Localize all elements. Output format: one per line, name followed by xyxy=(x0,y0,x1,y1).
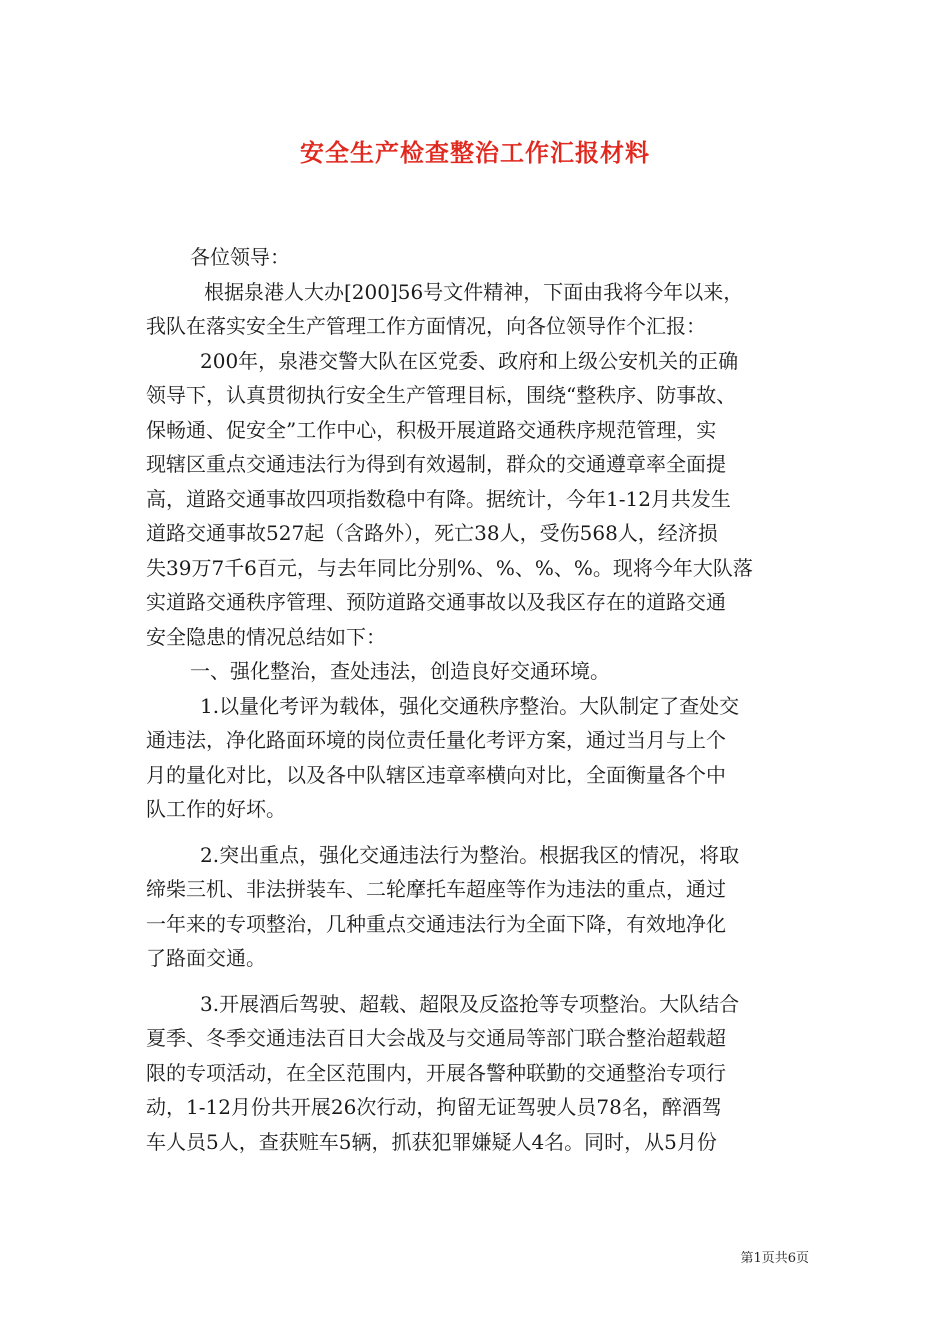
text-line: 安全隐患的情况总结如下： xyxy=(146,624,386,649)
text-line: 月的量化对比，以及各中队辖区违章率横向对比，全面衡量各个中 xyxy=(146,762,726,787)
text-line: 动，1-12月份共开展26次行动，拘留无证驾驶人员78名，醉酒驾 xyxy=(146,1095,722,1119)
text-line: 通违法，净化路面环境的岗位责任量化考评方案，通过当月与上个 xyxy=(146,728,726,752)
section-heading: 一、强化整治，查处违法，创造良好交通环境。 xyxy=(190,659,610,683)
document-body xyxy=(146,240,808,1159)
text-line: 现辖区重点交通违法行为得到有效遏制，群众的交通遵章率全面提 xyxy=(146,452,726,476)
text-line: 各位领导： xyxy=(190,245,290,269)
text-line: 高，道路交通事故四项指数稳中有降。据统计，今年1-12月共发生 xyxy=(146,486,731,511)
text-line: 实道路交通秩序管理、预防道路交通事故以及我区存在的道路交通 xyxy=(146,590,726,614)
text-line: 限的专项活动，在全区范围内，开展各警种联勤的交通整治专项行 xyxy=(146,1060,726,1085)
text-line: 夏季、冬季交通违法百日大会战及与交通局等部门联合整治超载超 xyxy=(146,1026,726,1050)
page-indicator: 第1页共6页 xyxy=(740,1251,809,1266)
text-line: 失39万7千6百元，与去年同比分别%、%、%、%。现将今年大队落 xyxy=(146,555,753,580)
text-line: 队工作的好坏。 xyxy=(146,797,286,821)
text-line: 缔柴三机、非法拼装车、二轮摩托车超座等作为违法的重点，通过 xyxy=(146,877,726,901)
text-line: 1.以量化考评为载体，强化交通秩序整治。大队制定了查处交 xyxy=(200,693,740,718)
document-title: 安全生产检查整治工作汇报材料 xyxy=(300,138,650,167)
text-line: 一年来的专项整治，几种重点交通违法行为全面下降，有效地净化 xyxy=(146,911,726,936)
text-line: 道路交通事故527起（含路外），死亡38人，受伤568人，经济损 xyxy=(146,521,718,545)
text-line: 200年，泉港交警大队在区党委、政府和上级公安机关的正确 xyxy=(200,348,739,373)
text-line: 保畅通、促安全”工作中心，积极开展道路交通秩序规范管理，实 xyxy=(146,417,717,442)
text-line: 了路面交通。 xyxy=(146,946,266,970)
text-line: 我队在落实安全生产管理工作方面情况，向各位领导作个汇报： xyxy=(146,314,706,338)
text-line: 领导下，认真贯彻执行安全生产管理目标，围绕“整秩序、防事故、 xyxy=(146,383,737,407)
text-line: 根据泉港人大办[200]56号文件精神，下面由我将今年以来， xyxy=(204,279,744,304)
text-line: 3.开展酒后驾驶、超载、超限及反盗抢等专项整治。大队结合 xyxy=(200,991,740,1016)
text-line: 2.突出重点，强化交通违法行为整治。根据我区的情况，将取 xyxy=(200,842,740,867)
text-line: 车人员5人，查获赃车5辆，抓获犯罪嫌疑人4名。同时，从5月份 xyxy=(146,1129,717,1154)
